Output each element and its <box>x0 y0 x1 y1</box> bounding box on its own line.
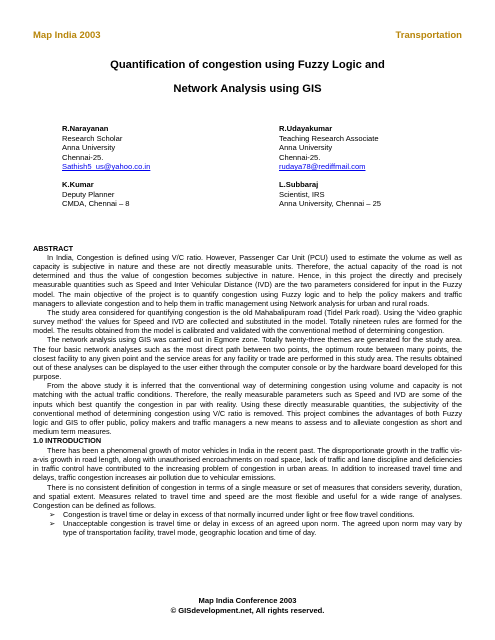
author-affiliation: Scientist, IRS <box>279 189 325 199</box>
header-right: Transportation <box>395 30 462 41</box>
abstract-paragraph: In India, Congestion is defined using V/C ratio. However, Passenger Car Unit (PCU) used to estimate the volume as well as capacity is subjective in nature and these are not directly measurable units. Therefore, the actual capacity of the road is not determined and thus the value of congestion becomes subjective in nature. Hence, in this project the directly and precisely measurable quantities such as Speed and Inter Vehicular Distance (IVD) are the two parameters considered for input in the Fuzzy model. The main objective of the project is to quantify congestion using Fuzzy logic and to help the policy makers and traffic managers to alleviate congestion and to help them in traffic management using Network analysis for urban and rural roads. <box>33 253 462 308</box>
paper-title-line-1: Quantification of congestion using Fuzzy Logic and <box>110 59 385 71</box>
author-block-udayakumar <box>279 124 379 172</box>
author-name: L.Subbaraj <box>279 180 319 189</box>
author-name: R.Udayakumar <box>279 124 333 133</box>
author-affiliation: Deputy Planner <box>62 189 115 199</box>
arrow-bullet-icon: ➢ <box>49 519 56 529</box>
author-affiliation: Anna University <box>279 143 333 153</box>
author-affiliation: Research Scholar <box>62 133 123 143</box>
paper-title-line-2: Network Analysis using GIS <box>173 83 322 95</box>
intro-paragraph: There is no consistent definition of congestion in terms of a single measure or set of measures that considers severity, duration, and spatial extent. Measures related to travel time and speed are the most flexible and useful for a wide range of analyses. Congestion can be defined as follows. <box>33 482 462 510</box>
header-left: Map India 2003 <box>33 30 101 41</box>
author-affiliation: Chennai-25. <box>279 152 321 162</box>
author-email-link[interactable]: rudaya78@rediffmail.com <box>279 162 366 172</box>
author-block-kumar <box>62 180 130 209</box>
abstract-heading: ABSTRACT <box>33 244 74 253</box>
list-item <box>49 510 462 519</box>
abstract-paragraph: The network analysis using GIS was carried out in Egmore zone. Totally twenty-three themes are generated for the study area. The four basic network analyses such as the most direct path between two points, the optimum route between many points, the closest facility to any given point and the service areas for any facility or trade are performed in this study area. The results obtained out of these analyses can be displayed to the user either through the computer console or by the hardware board developed for this purpose. <box>33 335 462 382</box>
author-block-subbaraj <box>279 180 381 209</box>
intro-paragraph: There has been a phenomenal growth of motor vehicles in India in the recent past. The disproportionate growth in the traffic vis-a-vis growth in road length, along with unauthorised encroachments on road space, lack of traffic and lane discipline and deficiencies in traffic control have contributed to the increasing problem of congestion in urban areas. In addition to increased travel time and delays, traffic congestion increases air pollution due to vehicular emissions. <box>33 446 462 483</box>
author-block-narayanan <box>62 124 150 172</box>
abstract-paragraph: The study area considered for quantifying congestion is the old Mahabalipuram road (Tidel Park road). Using the 'video graphic survey method' the values for Speed and IVD are collected and substituted in the model. Totally nineteen rules are formed for the model. The results obtained from the model is calibrated and validated with the conventional method of determining congestion. <box>33 307 462 336</box>
arrow-bullet-icon: ➢ <box>49 510 56 520</box>
footer-conference: Map India Conference 2003 <box>198 596 297 605</box>
abstract-body <box>33 253 462 436</box>
abstract-paragraph: From the above study it is inferred that the conventional way of determining congestion using volume and capacity is not matching with the actual traffic conditions. Therefore, the really measurable parameters such as Speed and IVD are some of the inputs which best quantify the congestion in par with reality. Using these directly measurable quantities, the subjectivity of the conventional method of determining congestion using V/C ratio is removed. This project combines the advantages of both Fuzzy logic and GIS to offer public, policy makers and traffic managers a new means to assess and to alleviate congestion as short and medium term measures. <box>33 381 462 436</box>
list-item <box>49 519 462 537</box>
author-name: K.Kumar <box>62 180 94 189</box>
bullet-text: Congestion is travel time or delay in excess of that normally incurred under light or free flow travel conditions. <box>63 510 415 520</box>
author-affiliation: Chennai-25. <box>62 152 104 162</box>
introduction-heading: 1.0 INTRODUCTION <box>33 436 102 445</box>
introduction-body <box>33 446 462 538</box>
bullet-text: Unacceptable congestion is travel time or delay in excess of an agreed upon norm. The agreed upon norm may vary by type of transportation facility, travel mode, geographic location and time of day. <box>63 519 462 538</box>
author-affiliation: Anna University, Chennai – 25 <box>279 199 382 209</box>
author-affiliation: CMDA, Chennai – 8 <box>62 199 130 209</box>
author-affiliation: Teaching Research Associate <box>279 133 379 143</box>
author-email-link[interactable]: Sathish5_us@yahoo.co.in <box>62 162 151 172</box>
author-affiliation: Anna University <box>62 143 116 153</box>
footer-copyright: © GISdevelopment.net, All rights reserved. <box>170 606 325 615</box>
author-name: R.Narayanan <box>62 124 109 133</box>
